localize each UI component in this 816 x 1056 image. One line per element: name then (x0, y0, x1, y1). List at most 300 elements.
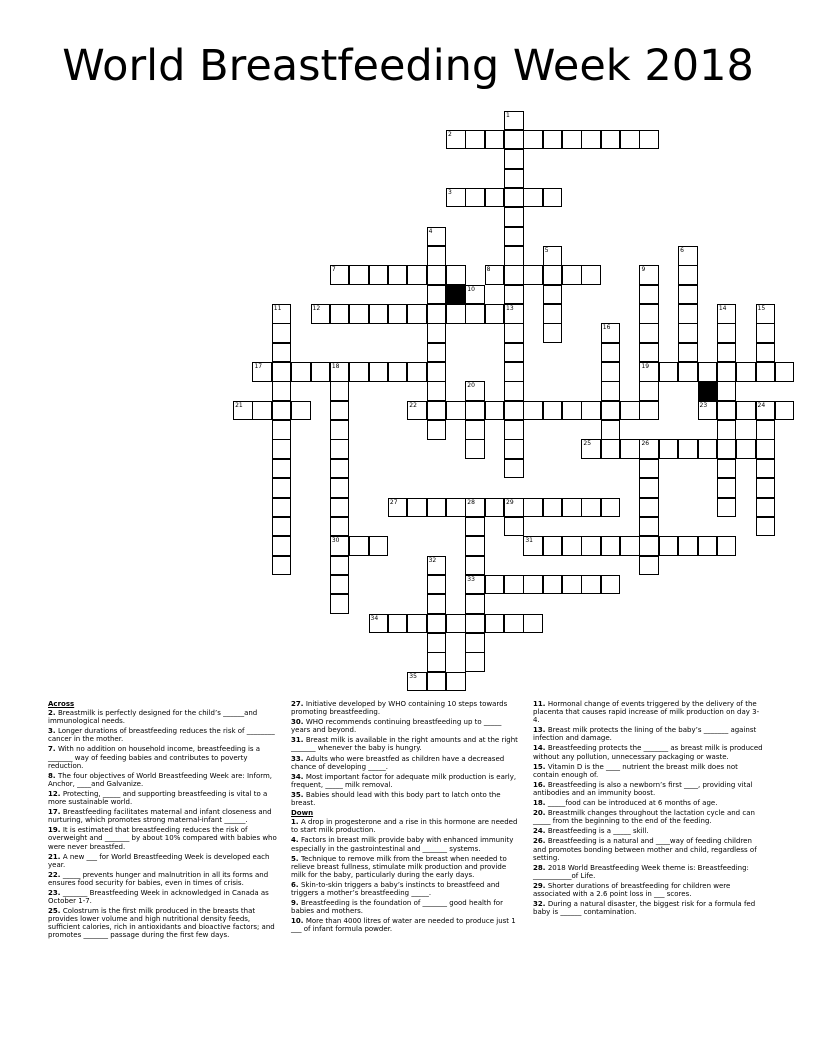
clue-number: 13 (506, 305, 514, 312)
clue-number-label: 8. (48, 771, 58, 780)
grid-cell[interactable] (272, 478, 292, 498)
grid-cell[interactable] (601, 362, 621, 382)
clue-text: Shorter durations of breastfeeding for children were associated with a 2.6 point loss in ___ scores. (533, 881, 731, 898)
clue-number-label: 19. (48, 826, 63, 835)
clue-item (533, 781, 765, 797)
grid-cell[interactable] (601, 420, 621, 440)
grid-cell[interactable] (427, 652, 447, 672)
grid-cell[interactable] (427, 246, 447, 266)
grid-cell[interactable] (639, 304, 659, 324)
grid-cell[interactable] (523, 265, 543, 285)
grid-cell[interactable] (330, 478, 350, 498)
grid-cell[interactable] (427, 265, 447, 285)
clue-number-label: 20. (533, 809, 548, 818)
grid-cell[interactable] (736, 401, 756, 421)
clue-item (291, 736, 521, 752)
clue-item (48, 907, 280, 939)
clue-item (48, 871, 280, 887)
clue-number: 32 (428, 556, 437, 564)
clue-number-label: 13. (533, 726, 548, 735)
grid-cell[interactable] (369, 362, 389, 382)
grid-cell[interactable] (485, 401, 505, 421)
clue-number: 18 (331, 363, 340, 371)
clue-number-label: 5. (291, 854, 301, 863)
grid-cell[interactable] (562, 575, 582, 595)
clue-item (533, 827, 765, 835)
grid-cell[interactable] (369, 265, 389, 285)
grid-cell[interactable] (543, 323, 563, 343)
grid-cell[interactable] (581, 575, 601, 595)
grid-cell[interactable] (330, 381, 350, 401)
grid-cell[interactable] (639, 459, 659, 479)
grid-cell[interactable] (504, 517, 524, 537)
clue-number: 35 (409, 672, 417, 680)
grid-cell[interactable] (698, 362, 718, 382)
grid-cell[interactable] (446, 672, 466, 692)
clue-item (48, 727, 280, 743)
grid-cell[interactable] (678, 285, 698, 305)
grid-cell[interactable] (736, 439, 756, 459)
grid-cell[interactable] (330, 439, 350, 459)
page-title: World Breastfeeding Week 2018 (62, 41, 754, 91)
grid-cell[interactable] (272, 536, 292, 556)
grid-cell[interactable] (272, 420, 292, 440)
grid-cell[interactable] (272, 556, 292, 576)
grid-cell[interactable] (504, 381, 524, 401)
grid-cell[interactable] (407, 265, 427, 285)
clue-item (533, 726, 765, 742)
grid-cell[interactable] (427, 401, 447, 421)
grid-cell[interactable] (639, 381, 659, 401)
clue-text: Longer durations of breastfeeding reduces the risk of ________ cancer in the mother. (48, 727, 275, 744)
clue-number-label: 15. (533, 762, 548, 771)
down-clue-list-continued (533, 700, 765, 916)
grid-cell[interactable] (756, 343, 776, 363)
grid-cell[interactable] (639, 401, 659, 421)
clue-text: Breastfeeding is the foundation of _______ good health for babies and mothers. (291, 899, 503, 916)
grid-cell[interactable] (504, 169, 524, 189)
grid-cell[interactable] (601, 498, 621, 518)
grid-cell[interactable] (504, 149, 524, 169)
grid-cell[interactable] (330, 401, 350, 421)
grid-cell[interactable] (698, 536, 718, 556)
grid-cell[interactable] (543, 401, 563, 421)
grid-cell[interactable] (717, 401, 737, 421)
clue-number-label: 2. (48, 709, 58, 718)
grid-cell[interactable] (252, 401, 272, 421)
clue-number-label: 22. (48, 870, 63, 879)
grid-cell[interactable] (485, 575, 505, 595)
grid-cell[interactable] (504, 227, 524, 247)
grid-cell[interactable] (620, 401, 640, 421)
grid-cell[interactable] (407, 304, 427, 324)
clue-number-label: 17. (48, 808, 63, 817)
clue-number-label: 27. (291, 700, 306, 708)
grid-cell[interactable] (523, 188, 543, 208)
grid-cell[interactable] (388, 265, 408, 285)
grid-cell[interactable] (446, 401, 466, 421)
grid-cell[interactable] (756, 459, 776, 479)
grid-cell[interactable] (717, 343, 737, 363)
grid-cell[interactable] (485, 498, 505, 518)
grid-cell[interactable] (620, 439, 640, 459)
grid-cell[interactable] (717, 459, 737, 479)
clue-item (291, 917, 521, 933)
clue-number-label: 12. (48, 789, 63, 798)
clue-text: During a natural disaster, the biggest risk for a formula fed baby is ______ contamination. (533, 900, 756, 917)
grid-cell[interactable] (698, 439, 718, 459)
clue-number: 27 (389, 498, 398, 506)
clue-item (48, 772, 280, 788)
grid-cell[interactable] (427, 575, 447, 595)
grid-cell[interactable] (756, 362, 776, 382)
grid-cell[interactable] (446, 265, 466, 285)
grid-cell[interactable] (581, 498, 601, 518)
grid-cell[interactable] (523, 614, 543, 634)
grid-cell[interactable] (485, 130, 505, 150)
grid-cell[interactable] (446, 614, 466, 634)
grid-cell[interactable] (504, 575, 524, 595)
grid-cell[interactable] (601, 575, 621, 595)
clue-number-label: 34. (291, 772, 306, 781)
grid-cell[interactable] (330, 498, 350, 518)
grid-cell[interactable] (291, 362, 311, 382)
grid-cell[interactable] (504, 401, 524, 421)
clue-number: 33 (467, 575, 475, 583)
grid-cell[interactable] (330, 517, 350, 537)
grid-cell[interactable] (601, 401, 621, 421)
grid-cell[interactable] (504, 207, 524, 227)
grid-cell[interactable] (330, 575, 350, 595)
clue-number-label: 7. (48, 745, 58, 754)
grid-cell[interactable] (601, 343, 621, 363)
grid-cell[interactable] (349, 265, 369, 285)
grid-cell[interactable] (639, 536, 659, 556)
grid-cell[interactable] (407, 614, 427, 634)
grid-cell[interactable] (639, 343, 659, 363)
clue-number-label: 23. (48, 888, 63, 897)
grid-cell[interactable] (504, 265, 524, 285)
clue-number: 9 (641, 266, 646, 274)
clue-number-label: 25. (48, 907, 63, 916)
grid-cell[interactable] (543, 130, 563, 150)
grid-cell[interactable] (427, 614, 447, 634)
grid-cell[interactable] (717, 381, 737, 401)
grid-cell[interactable] (427, 323, 447, 343)
clue-text: Initiative developed by WHO containing 10 steps towards promoting breastfeeding. (291, 700, 508, 717)
grid-cell[interactable] (601, 439, 621, 459)
grid-cell[interactable] (736, 362, 756, 382)
grid-cell[interactable] (756, 420, 776, 440)
grid-cell[interactable] (581, 401, 601, 421)
clue-text: _______ Breastfeeding Week in acknowledged in Canada as October 1-7. (48, 888, 269, 906)
clue-item (533, 900, 765, 916)
grid-cell[interactable] (678, 304, 698, 324)
clue-number: 25 (583, 440, 592, 448)
grid-cell[interactable] (562, 401, 582, 421)
clue-text: Protecting, _____ and supporting breastfeeding is vital to a more sustainable world. (48, 789, 268, 807)
grid-cell[interactable] (775, 401, 795, 421)
grid-cell[interactable] (717, 498, 737, 518)
grid-cell[interactable] (465, 517, 485, 537)
clue-number-label: 35. (291, 790, 306, 799)
grid-cell[interactable] (272, 323, 292, 343)
grid-cell[interactable] (717, 536, 737, 556)
clue-item (291, 773, 521, 789)
grid-cell[interactable] (369, 304, 389, 324)
grid-cell[interactable] (659, 536, 679, 556)
clue-number: 22 (409, 401, 417, 409)
clue-number: 28 (467, 498, 475, 506)
grid-cell[interactable] (543, 575, 563, 595)
grid-cell[interactable] (407, 498, 427, 518)
grid-cell[interactable] (717, 439, 737, 459)
clue-number: 2 (447, 130, 452, 138)
grid-cell[interactable] (581, 130, 601, 150)
clue-number-label: 4. (291, 836, 301, 845)
grid-cell[interactable] (465, 556, 485, 576)
grid-cell[interactable] (678, 265, 698, 285)
clue-number: 20 (467, 382, 475, 390)
clue-number-label: 18. (533, 799, 548, 808)
clue-number-label: 9. (291, 899, 301, 908)
clue-item (533, 744, 765, 760)
clue-text: Adults who were breastfed as children have a decreased chance of developing _____. (291, 754, 505, 771)
grid-cell[interactable] (639, 556, 659, 576)
grid-cell[interactable] (427, 498, 447, 518)
grid-cell[interactable] (639, 478, 659, 498)
grid-cell[interactable] (427, 381, 447, 401)
clue-number: 14 (718, 305, 727, 312)
grid-cell[interactable] (504, 285, 524, 305)
clue-text: _____food can be introduced at 6 months of age. (547, 799, 718, 808)
grid-cell[interactable] (465, 594, 485, 614)
grid-cell[interactable] (620, 130, 640, 150)
clue-item (291, 899, 521, 915)
clue-text: Hormonal change of events triggered by the delivery of the placenta that causes rapid increase of milk production on day 3-4. (533, 700, 760, 725)
grid-cell[interactable] (523, 130, 543, 150)
grid-cell[interactable] (427, 304, 447, 324)
grid-cell[interactable] (678, 439, 698, 459)
grid-cell[interactable] (330, 459, 350, 479)
grid-cell[interactable] (601, 381, 621, 401)
clue-item (291, 855, 521, 879)
clue-number-label: 16. (533, 780, 548, 789)
grid-cell[interactable] (639, 498, 659, 518)
clue-text: More than 4000 litres of water are needed to produce just 1 ___ of infant formula powder. (291, 917, 516, 934)
across-clue-list (48, 709, 280, 939)
grid-cell[interactable] (465, 439, 485, 459)
clue-text: The four objectives of World Breastfeeding Week are: Inform, Anchor, ____and Galvanize. (48, 771, 273, 788)
grid-cell[interactable] (756, 439, 776, 459)
grid-cell[interactable] (272, 401, 292, 421)
grid-cell[interactable] (272, 517, 292, 537)
grid-cell[interactable] (639, 285, 659, 305)
clue-text: Breastfeeding is a natural and ____way of feeding children and promotes bonding between mother and child, regardless of setting. (533, 837, 757, 862)
grid-cell[interactable] (543, 536, 563, 556)
grid-cell[interactable] (562, 498, 582, 518)
clue-item (533, 700, 765, 724)
grid-cell[interactable] (756, 498, 776, 518)
clue-item (291, 718, 521, 734)
grid-cell[interactable] (581, 536, 601, 556)
grid-cell[interactable] (427, 633, 447, 653)
grid-cell[interactable] (485, 304, 505, 324)
grid-cell[interactable] (272, 498, 292, 518)
grid-cell[interactable] (427, 594, 447, 614)
clues-column-3 (533, 700, 765, 918)
clue-number: 5 (544, 246, 549, 254)
clue-text: Breastfeeding protects the _______ as breast milk is produced without any pollution, unnecessary packaging or waste. (533, 744, 763, 761)
grid-cell[interactable] (504, 246, 524, 266)
clue-number: 6 (680, 246, 684, 254)
grid-cell[interactable] (639, 130, 659, 150)
grid-cell[interactable] (349, 362, 369, 382)
grid-cell[interactable] (465, 633, 485, 653)
clue-text: Vitamin D is the ____ nutrient the breast milk does not contain enough of. (533, 762, 738, 779)
clue-number-label: 26. (533, 837, 548, 846)
grid-cell[interactable] (775, 362, 795, 382)
grid-cell[interactable] (330, 556, 350, 576)
grid-cell[interactable] (388, 362, 408, 382)
grid-cell[interactable] (504, 420, 524, 440)
clue-item (533, 864, 765, 880)
clue-number: 17 (254, 363, 263, 371)
clue-number: 30 (331, 537, 340, 545)
grid-cell[interactable] (349, 536, 369, 556)
grid-cell[interactable] (504, 343, 524, 363)
grid-cell[interactable] (523, 498, 543, 518)
clue-text: Factors in breast milk provide baby with enhanced immunity especially in the gastrointestinal and _______ systems. (291, 836, 514, 853)
grid-cell[interactable] (601, 130, 621, 150)
grid-cell[interactable] (543, 304, 563, 324)
grid-cell[interactable] (272, 381, 292, 401)
clue-number-label: 28. (533, 863, 548, 872)
grid-cell[interactable] (330, 420, 350, 440)
grid-cell[interactable] (465, 652, 485, 672)
grid-cell[interactable] (659, 439, 679, 459)
grid-cell[interactable] (465, 188, 485, 208)
grid-cell[interactable] (756, 323, 776, 343)
grid-cell[interactable] (717, 420, 737, 440)
grid-cell[interactable] (504, 459, 524, 479)
grid-cell[interactable] (330, 304, 350, 324)
grid-cell[interactable] (543, 188, 563, 208)
grid-cell[interactable] (678, 343, 698, 363)
grid-cell[interactable] (330, 594, 350, 614)
grid-cell[interactable] (543, 498, 563, 518)
clue-number: 10 (467, 285, 475, 293)
grid-cell[interactable] (756, 478, 776, 498)
clue-text: With no addition on household income, breastfeeding is a _______ way of feeding babies and contributes to poverty reduction. (48, 745, 261, 770)
grid-cell[interactable] (639, 323, 659, 343)
grid-cell[interactable] (756, 517, 776, 537)
clue-text: Breastmilk is perfectly designed for the child’s ______and immunological needs. (48, 709, 258, 726)
grid-cell[interactable] (523, 575, 543, 595)
grid-cell[interactable] (465, 420, 485, 440)
grid-cell[interactable] (465, 304, 485, 324)
grid-cell[interactable] (639, 517, 659, 537)
grid-cell[interactable] (388, 304, 408, 324)
grid-cell[interactable] (369, 536, 389, 556)
grid-cell[interactable] (465, 614, 485, 634)
grid-cell[interactable] (678, 323, 698, 343)
grid-cell[interactable] (678, 362, 698, 382)
grid-cell[interactable] (543, 265, 563, 285)
grid-cell[interactable] (272, 459, 292, 479)
grid-cell[interactable] (465, 401, 485, 421)
clue-text: _____ prevents hunger and malnutrition in all its forms and ensures food security for babies, even in times of crisis. (48, 870, 269, 887)
grid-cell[interactable] (717, 478, 737, 498)
grid-cell[interactable] (446, 498, 466, 518)
grid-cell[interactable] (485, 188, 505, 208)
grid-cell[interactable] (485, 614, 505, 634)
grid-cell[interactable] (717, 323, 737, 343)
grid-cell[interactable] (446, 304, 466, 324)
grid-cell[interactable] (465, 130, 485, 150)
grid-cell[interactable] (504, 323, 524, 343)
clue-number-label: 33. (291, 754, 306, 763)
clue-number: 4 (428, 227, 433, 235)
grid-cell[interactable] (388, 614, 408, 634)
grid-cell[interactable] (427, 420, 447, 440)
clue-number-label: 10. (291, 917, 306, 926)
grid-cell[interactable] (717, 362, 737, 382)
grid-cell[interactable] (465, 536, 485, 556)
grid-cell[interactable] (562, 130, 582, 150)
grid-cell[interactable] (427, 672, 447, 692)
clue-number: 21 (235, 401, 243, 409)
grid-cell[interactable] (272, 343, 292, 363)
clue-text: Breastfeeding is a _____ skill. (547, 827, 649, 836)
clue-item (48, 745, 280, 769)
grid-cell[interactable] (678, 536, 698, 556)
clue-number-label: 24. (533, 827, 548, 836)
grid-cell[interactable] (504, 362, 524, 382)
grid-cell[interactable] (620, 536, 640, 556)
clue-number-label: 32. (533, 900, 548, 909)
grid-cell[interactable] (504, 130, 524, 150)
grid-cell[interactable] (504, 188, 524, 208)
clue-number-label: 31. (291, 736, 306, 745)
grid-cell[interactable] (543, 285, 563, 305)
down-clue-list (291, 818, 521, 933)
clue-number: 26 (641, 440, 650, 448)
grid-cell[interactable] (272, 439, 292, 459)
grid-cell[interactable] (504, 439, 524, 459)
clue-number-label: 29. (533, 881, 548, 890)
clue-item (48, 826, 280, 850)
grid-cell[interactable] (349, 304, 369, 324)
clue-number-label: 21. (48, 852, 63, 861)
clue-text: It is estimated that breastfeeding reduces the risk of overweight and _______ by about 10% compared with babies who were never breastfed. (48, 826, 277, 851)
grid-cell[interactable] (562, 265, 582, 285)
grid-cell[interactable] (311, 362, 331, 382)
grid-cell[interactable] (523, 401, 543, 421)
clue-text: Skin-to-skin triggers a baby’s instincts to breastfeed and triggers a mother’s breastfeeding _____. (291, 880, 500, 897)
grid-cell[interactable] (272, 362, 292, 382)
grid-cell[interactable] (291, 401, 311, 421)
grid-cell[interactable] (659, 362, 679, 382)
grid-cell[interactable] (427, 285, 447, 305)
grid-cell[interactable] (427, 343, 447, 363)
grid-cell[interactable] (427, 362, 447, 382)
grid-cell[interactable] (504, 614, 524, 634)
grid-cell[interactable] (581, 265, 601, 285)
grid-cell[interactable] (601, 536, 621, 556)
grid-cell[interactable] (562, 536, 582, 556)
grid-cell[interactable] (407, 362, 427, 382)
